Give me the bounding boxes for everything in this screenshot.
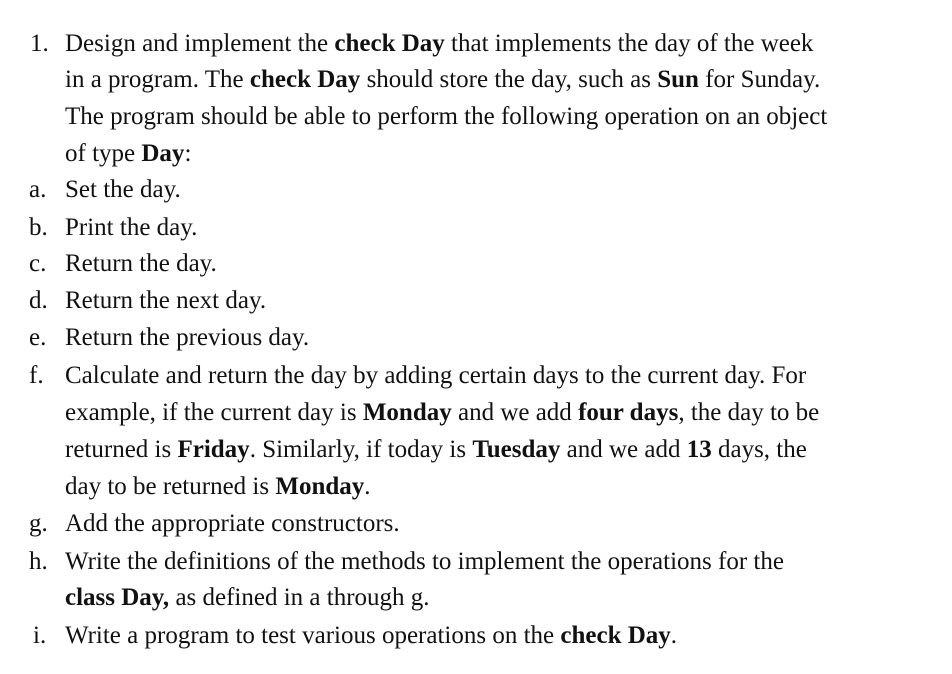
question-text: of type Day: [65,140,192,167]
bold-term: four days [578,399,679,426]
bold-term: Friday [177,436,250,463]
list-item-b-text: Print the day. [65,214,198,241]
list-item-d-marker: d. [29,287,48,314]
list-item-i-text: Write a program to test various operations on the check Day. [65,622,678,649]
question-marker: 1. [30,30,49,57]
list-item-a-marker: a. [29,176,47,203]
list-item-b-marker: b. [29,214,48,241]
bold-term: Monday [362,399,452,426]
list-item-h-text: Write the definitions of the methods to implement the operations for the [65,548,784,575]
list-item-d-text: Return the next day. [65,287,267,314]
list-item-e-marker: e. [29,324,47,351]
bold-term: check Day [560,622,671,649]
list-item-f-text: day to be returned is Monday. [65,473,371,500]
bold-term: Monday [275,473,365,500]
list-item-h-text: class Day, as defined in a through g. [65,584,430,611]
bold-term: Sun [657,66,699,93]
bold-term: class Day, [65,584,170,611]
list-item-e-text: Return the previous day. [65,324,310,351]
list-item-f-text: returned is Friday. Similarly, if today is Tuesday and we add 13 days, the [65,436,807,463]
bold-term: check Day [249,66,361,93]
bold-term: Day [141,140,185,167]
list-item-h-marker: h. [29,548,48,575]
list-item-f-marker: f. [29,362,44,389]
bold-term: 13 [686,436,712,463]
question-text: Design and implement the check Day that implements the day of the week [65,30,814,57]
question-text: The program should be able to perform the following operation on an object [65,103,828,130]
question-text: in a program. The check Day should store the day, such as Sun for Sunday. [65,66,821,93]
list-item-a-text: Set the day. [65,176,181,203]
list-item-g-text: Add the appropriate constructors. [65,510,400,537]
list-item-f-text: example, if the current day is Monday and we add four days, the day to be [65,399,820,426]
bold-term: check Day [334,30,445,57]
bold-term: Tuesday [472,436,561,463]
list-item-f-text: Calculate and return the day by adding certain days to the current day. For [65,362,807,389]
list-item-g-marker: g. [29,510,48,537]
list-item-c-text: Return the day. [65,250,217,277]
list-item-i-marker: i. [33,622,47,649]
list-item-c-marker: c. [29,250,47,277]
